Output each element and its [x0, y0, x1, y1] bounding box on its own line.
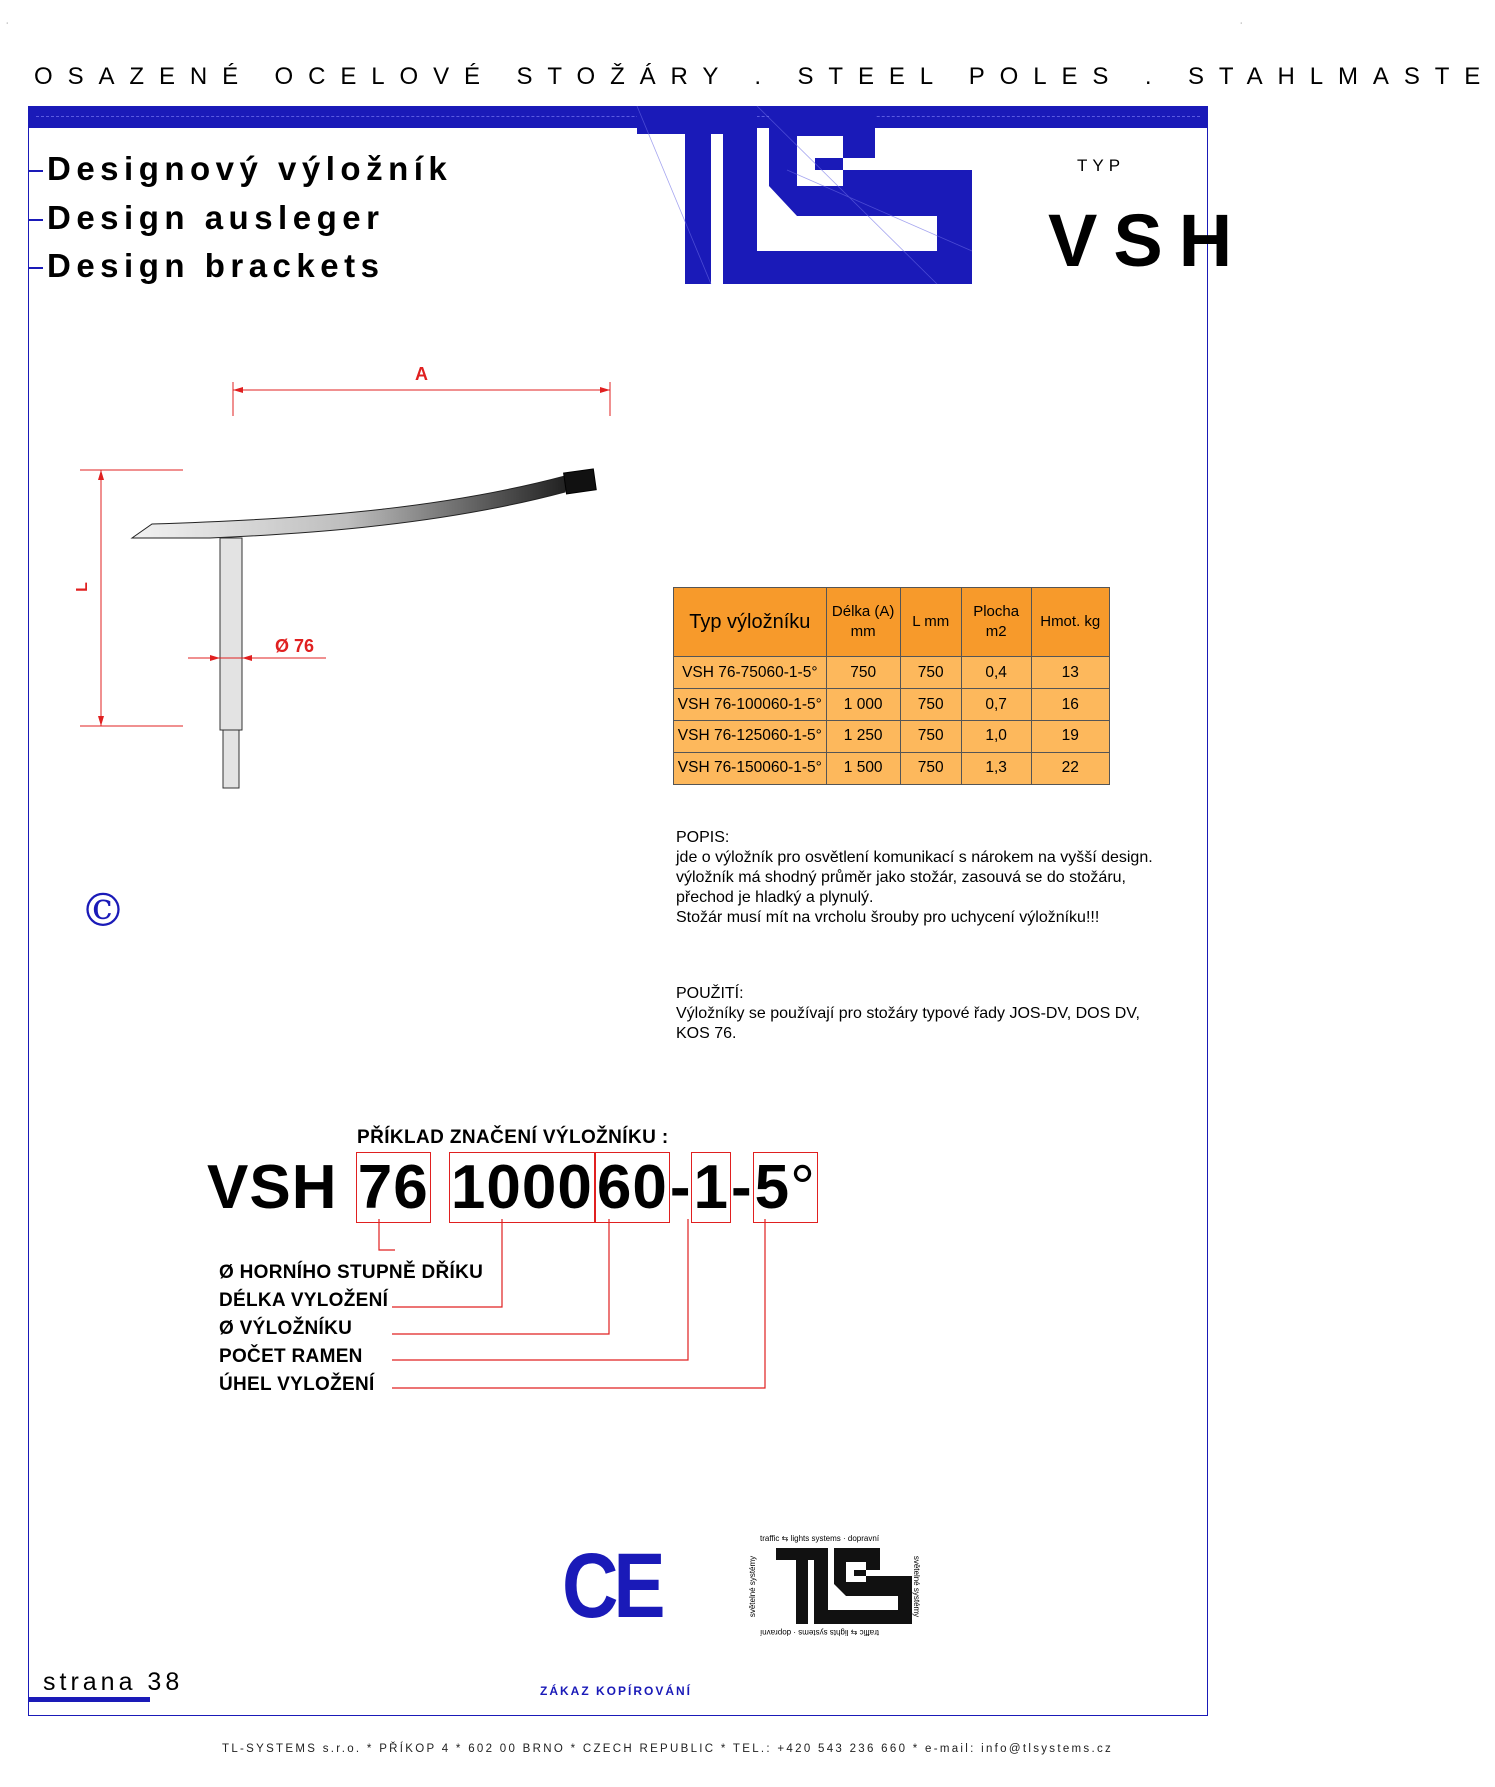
footer-contact: TL-SYSTEMS s.r.o. * PŘÍKOP 4 * 602 00 BRNO * CZECH REPUBLIC * TEL.: +420 543 236 660 * e-mail: info@tlsystems.cz [222, 1743, 1114, 1755]
dimension-a-label: A [415, 364, 428, 384]
type-code: VSH [1048, 199, 1249, 282]
table-cell: 13 [1031, 657, 1110, 689]
title-cz-text: Designový výložník [47, 150, 453, 187]
ce-mark: CE [562, 1535, 661, 1637]
badge-bottom-text: traffic ⇆ lights systems · dopravní [760, 1628, 880, 1637]
corner-tick: ˙ [1240, 22, 1244, 33]
table-cell: 0,7 [961, 689, 1031, 721]
example-part-arm-diameter: 60 [596, 1153, 668, 1222]
example-part-arms: 1 [693, 1153, 729, 1222]
description-heading: POPIS: [676, 829, 730, 846]
legend-item: ÚHEL VYLOŽENÍ [219, 1374, 375, 1395]
example-part-angle: 5° [754, 1153, 816, 1222]
table-cell: VSH 76-100060-1-5° [674, 689, 827, 721]
legend-item: Ø HORNÍHO STUPNĚ DŘÍKU [219, 1262, 484, 1283]
table-cell: 1 250 [826, 721, 900, 753]
copyright-symbol: © [80, 883, 126, 937]
description-line: Stožár musí mít na vrcholu šrouby pro uchycení výložníku!!! [676, 909, 1100, 926]
table-cell: 1 000 [826, 689, 900, 721]
dimension-l-label: L [73, 582, 91, 592]
table-cell: 16 [1031, 689, 1110, 721]
usage-line: KOS 76. [676, 1025, 737, 1042]
table-cell: 750 [900, 689, 961, 721]
description-line: jde o výložník pro osvětlení komunikací s nárokem na vyšší design. [676, 849, 1153, 866]
title-en-text: Design brackets [47, 247, 385, 284]
col-header-weight: Hmot. kg [1031, 588, 1110, 657]
col-header-l: L mm [900, 588, 961, 657]
usage-line: Výložníky se používají pro stožáry typové řady JOS-DV, DOS DV, [676, 1005, 1140, 1022]
tls-badge [748, 1534, 928, 1638]
table-cell: VSH 76-75060-1-5° [674, 657, 827, 689]
table-cell: 750 [900, 721, 961, 753]
table-cell: 19 [1031, 721, 1110, 753]
table-cell: 750 [900, 752, 961, 784]
header-tagline: OSAZENÉ OCELOVÉ STOŽÁRY . STEEL POLES . STAHLMASTE [34, 63, 1495, 90]
diameter-label: Ø 76 [275, 636, 315, 656]
badge-left-text: světelné systémy [748, 1555, 758, 1618]
title-de-text: Design ausleger [47, 199, 385, 236]
table-cell: 1,0 [961, 721, 1031, 753]
page-number: strana 38 [43, 1668, 184, 1696]
table-cell: VSH 76-125060-1-5° [674, 721, 827, 753]
table-cell: 0,4 [961, 657, 1031, 689]
legend-item: DÉLKA VYLOŽENÍ [219, 1290, 389, 1311]
badge-right-text: světelné systémy [912, 1555, 922, 1618]
table-cell: 1 500 [826, 752, 900, 784]
example-prefix: VSH [207, 1153, 338, 1222]
col-header-length: Délka (A) mm [826, 588, 900, 657]
legend-item: POČET RAMEN [219, 1346, 363, 1367]
type-label: TYP [1077, 156, 1126, 175]
example-heading: PŘÍKLAD ZNAČENÍ VÝLOŽNÍKU : [357, 1127, 669, 1148]
table-cell: VSH 76-150060-1-5° [674, 752, 827, 784]
badge-top-text: traffic ⇆ lights systems · dopravní [760, 1534, 880, 1543]
example-part-diameter: 76 [357, 1153, 429, 1222]
col-header-type: Typ výložníku [674, 588, 827, 657]
description-line: výložník má shodný průměr jako stožár, zasouvá se do stožáru, [676, 869, 1126, 886]
table-cell: 750 [826, 657, 900, 689]
table-cell: 22 [1031, 752, 1110, 784]
table-cell: 750 [900, 657, 961, 689]
page-underline [28, 1697, 150, 1702]
badge-logo [776, 1548, 914, 1624]
description-line: přechod je hladký a plynulý. [676, 889, 874, 906]
legend-item: Ø VÝLOŽNÍKU [219, 1318, 353, 1339]
usage-heading: POUŽITÍ: [676, 985, 744, 1002]
col-header-area: Plocha m2 [961, 588, 1031, 657]
example-part-length: 1000 [450, 1153, 593, 1222]
example-code: VSH 76 100060-1-5° [207, 1153, 816, 1222]
table-cell: 1,3 [961, 752, 1031, 784]
corner-tick: ˙ [6, 22, 10, 33]
copy-warning: ZÁKAZ KOPÍROVÁNÍ [540, 1684, 692, 1698]
